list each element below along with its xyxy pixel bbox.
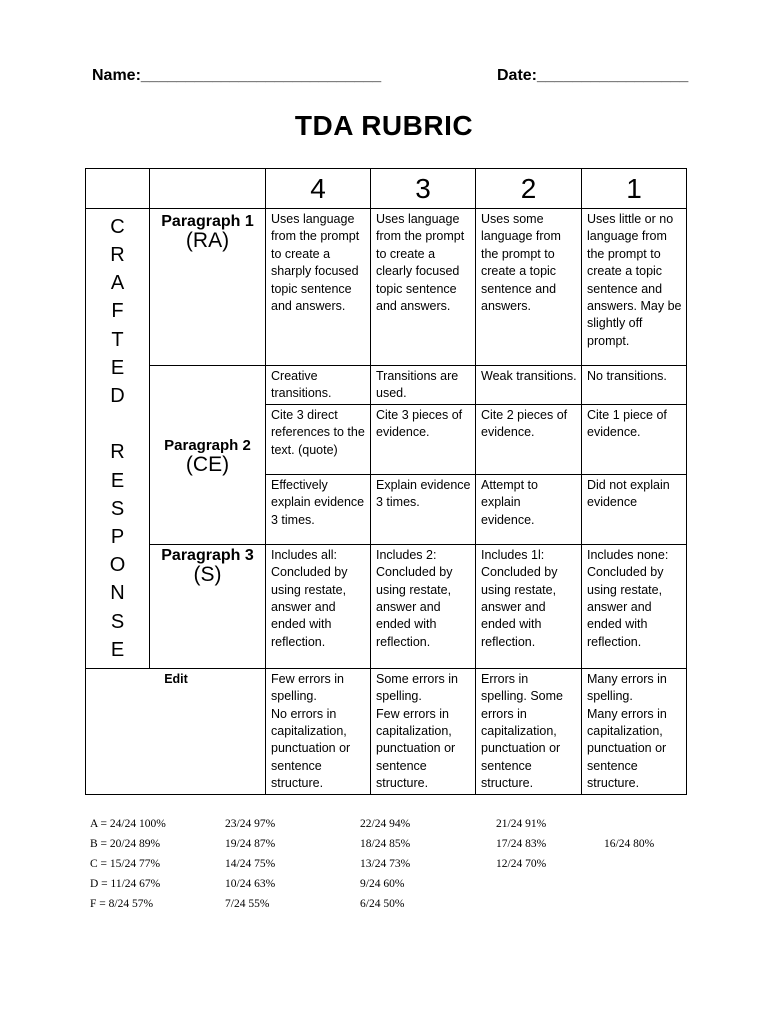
rubric-table xyxy=(85,168,687,795)
p2-explain-3: Explain evidence 3 times. xyxy=(371,474,476,544)
grade-entry: 21/24 91% xyxy=(496,818,547,830)
paragraph-3-label: Paragraph 3 (S) xyxy=(150,544,266,668)
score-1: 1 xyxy=(582,169,687,209)
page-title: TDA RUBRIC xyxy=(294,110,474,141)
name-field: Name:___________________________ xyxy=(92,67,382,84)
p1-score-1: Uses little or no language from the prompt to create a topic sentence and answers. May be slightly off prompt. xyxy=(582,209,687,366)
grade-entry: C = 15/24 77% xyxy=(90,858,161,870)
date-field: Date:_________________ xyxy=(497,67,689,84)
blank-cell xyxy=(150,169,266,209)
grade-entry: B = 20/24 89% xyxy=(90,838,161,850)
paragraph-1-label: Paragraph 1 (RA) xyxy=(150,209,266,366)
table-row xyxy=(86,544,687,668)
grade-entry: 6/24 50% xyxy=(360,898,405,910)
score-header-row xyxy=(86,169,687,209)
edit-score-4: Few errors in spelling. No errors in capitalization, punctuation or sentence structure. xyxy=(266,668,371,794)
p3-score-4: Includes all: Concluded by using restate, answer and ended with reflection. xyxy=(266,544,371,668)
grade-entry: 19/24 87% xyxy=(225,838,276,850)
grade-entry: 7/24 55% xyxy=(225,898,270,910)
grade-entry: F = 8/24 57% xyxy=(90,898,154,910)
p2-evidence-3: Cite 3 pieces of evidence. xyxy=(371,404,476,474)
grade-entry: D = 11/24 67% xyxy=(90,878,161,890)
grade-entry: 10/24 63% xyxy=(225,878,276,890)
grade-entry: 9/24 60% xyxy=(360,878,405,890)
grade-entry: 17/24 83% xyxy=(496,838,547,850)
p2-evidence-4: Cite 3 direct references to the text. (quote) xyxy=(266,404,371,474)
grade-entry: 23/24 97% xyxy=(225,818,276,830)
score-4: 4 xyxy=(266,169,371,209)
p2-evidence-1: Cite 1 piece of evidence. xyxy=(582,404,687,474)
p2-transitions-4: Creative transitions. xyxy=(266,366,371,405)
p2-transitions-1: No transitions. xyxy=(582,366,687,405)
grade-entry: 16/24 80% xyxy=(604,838,655,850)
p2-evidence-2: Cite 2 pieces of evidence. xyxy=(476,404,582,474)
edit-score-2: Errors in spelling. Some errors in capitalization, punctuation or sentence structure. xyxy=(476,668,582,794)
table-row xyxy=(86,209,687,366)
grade-entry: 13/24 73% xyxy=(360,858,411,870)
grade-entry: 14/24 75% xyxy=(225,858,276,870)
grade-entry: 22/24 94% xyxy=(360,818,411,830)
paragraph-2-label: Paragraph 2 (CE) xyxy=(150,366,266,545)
blank-cell xyxy=(86,169,150,209)
table-row xyxy=(86,668,687,794)
p1-score-4: Uses language from the prompt to create a sharply focused topic sentence and answers. xyxy=(266,209,371,366)
p2-transitions-3: Transitions are used. xyxy=(371,366,476,405)
edit-score-1: Many errors in spelling. Many errors in capitalization, punctuation or sentence structure. xyxy=(582,668,687,794)
p3-score-3: Includes 2: Concluded by using restate, answer and ended with reflection. xyxy=(371,544,476,668)
p2-explain-1: Did not explain evidence xyxy=(582,474,687,544)
edit-label: Edit xyxy=(86,668,266,794)
p1-score-3: Uses language from the prompt to create a clearly focused topic sentence and answers. xyxy=(371,209,476,366)
edit-score-3: Some errors in spelling. Few errors in capitalization, punctuation or sentence structure. xyxy=(371,668,476,794)
p2-explain-2: Attempt to explain evidence. xyxy=(476,474,582,544)
crafted-response-label: C R A F T E D R E S P O N S E xyxy=(86,209,150,669)
grade-entry: A = 24/24 100% xyxy=(90,818,166,830)
table-row xyxy=(86,366,687,405)
grade-entry: 18/24 85% xyxy=(360,838,411,850)
p3-score-2: Includes 1l: Concluded by using restate, answer and ended with reflection. xyxy=(476,544,582,668)
score-2: 2 xyxy=(476,169,582,209)
p1-score-2: Uses some language from the prompt to create a topic sentence and answers. xyxy=(476,209,582,366)
grade-entry: 12/24 70% xyxy=(496,858,547,870)
p2-explain-4: Effectively explain evidence 3 times. xyxy=(266,474,371,544)
p2-transitions-2: Weak transitions. xyxy=(476,366,582,405)
p3-score-1: Includes none: Concluded by using restate, answer and ended with reflection. xyxy=(582,544,687,668)
score-3: 3 xyxy=(371,169,476,209)
